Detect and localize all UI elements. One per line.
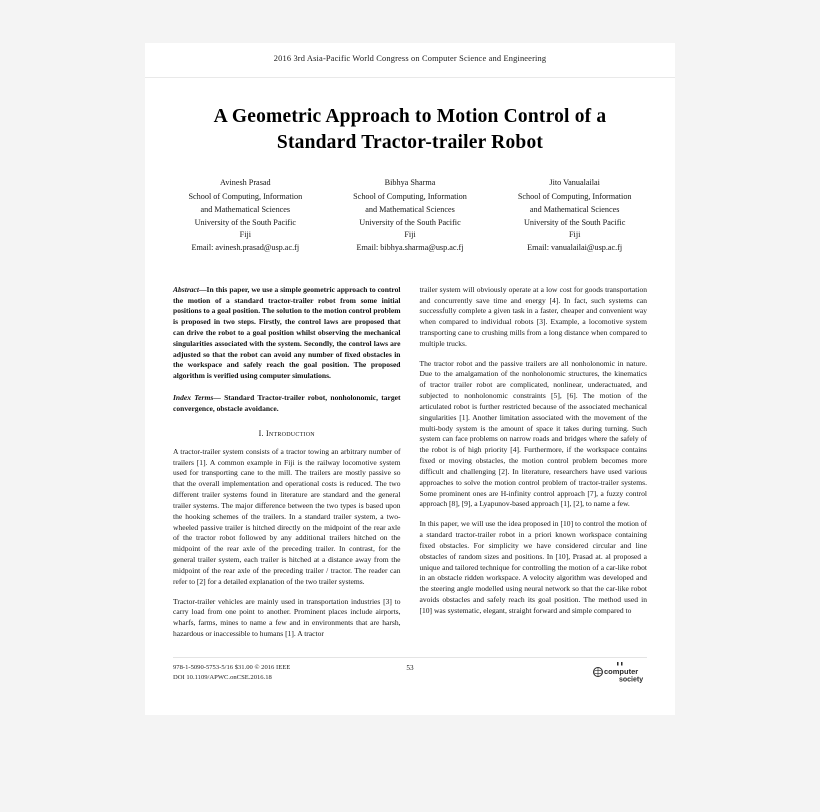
author-email: Email: avinesh.prasad@usp.ac.fj — [191, 242, 300, 252]
author-block — [145, 155, 675, 254]
author-department-line1: School of Computing, Information — [517, 192, 632, 202]
abstract-dash: — — [199, 284, 207, 294]
author-department-line2: and Mathematical Sciences — [200, 204, 291, 214]
body-paragraph: In this paper, we will use the idea proposed in [10] to control the motion of a standard tractor-trailer robot in a priori known workspace containing fixed obstacles. For simplicity we have considered circular and line obstacles of random sizes and positions. In [10], Prasad at. al proposed a unique and tailored technique for controlling the motion of a car-like robot in an obstacle ridden workspace. A velocity algorithm was developed and the steering angle modelled using neural network so that the car-like robot avoids obstacles and safely reach its goal position. The method used in [10] was systematic, elegant, straight forward and simple compared to — [419, 519, 647, 615]
body-paragraph: Tractor-trailer vehicles are mainly used in transportation industries [3] to carry load from one point to another. Prominent places include airports, wharfs, farms, mines to name a few and in environments that are harsh, hazardous or inaccessible to humans [1]. A tractor — [173, 596, 401, 639]
author-name: Jito Vanualailai — [549, 178, 600, 188]
section-heading-introduction: I. Introduction — [258, 428, 315, 438]
index-terms-text: Standard Tractor-trailer robot, nonholonomic, target convergence, obstacle avoidance. — [173, 393, 401, 413]
author-institution: University of the South Pacific — [523, 217, 626, 227]
running-head: 2016 3rd Asia-Pacific World Congress on Computer Science and Engineering — [273, 54, 547, 63]
abstract-text: In this paper, we use a simple geometric approach to control the motion of a standard tractor-trailer robot from some initial positions to a goal position. The solution to the motion control problem is proposed in two steps. Firstly, the control laws are proposed that can drive the robot to a goal position whilst observing the mechanical singularities associated with the system. Secondly, the control laws are adjusted so that the robot can avoid any number of fixed obstacles in the workspace and safely reach the goal position. The proposed algorithm is verified using computer simulations. — [173, 284, 401, 381]
author-department-line1: School of Computing, Information — [188, 192, 303, 202]
copyright-line-1: 978-1-5090-5753-5/16 $31.00 © 2016 IEEE — [173, 663, 291, 671]
body-paragraph: trailer system will obviously operate at a low cost for goods transportation and concurrently save time and energy [4]. In fact, such systems can successfully complete a given task in a faster, cheaper and convenient way when compared to individual robots [3]. Example, a locomotive system transporting cane to crushing mills from a long distance when compared to multiple trucks. — [419, 284, 647, 348]
author-department-line2: and Mathematical Sciences — [529, 204, 620, 214]
two-column-body — [145, 255, 675, 649]
author-country: Fiji — [239, 230, 252, 240]
index-terms-dash: — — [213, 393, 225, 403]
left-column — [173, 285, 401, 649]
author-entry — [492, 177, 657, 254]
abstract-paragraph — [173, 285, 401, 382]
author-entry — [328, 177, 493, 254]
svg-text:society: society — [619, 676, 644, 684]
body-paragraph: The tractor robot and the passive trailers are all nonholonomic in nature. Due to the amalgamation of the nonholonomic structures, the kinematics of tractor trailer robot are complicated, nonlinear, underactuated, and subjected to nonholonomic constraints [5], [6]. The motion of the articulated robot is further restricted because of the associated mechanical singularities [1]. Another limitation associated with the movement of the multi-body system is the amount of space it takes during turning. Such system can face problems on narrow roads and bridges where the safely of the robot is of high priority [4]. Furthermore, if the workspace contains fixed or moving obstacles, the motion control problem becomes more difficult and challenging [2]. In literature, researchers have used various approaches to solve the motion control problem of tractor-trailer systems. Some prominent ones are H-infinity control approach [7], a fuzzy control approach [8], [9], a Lyapunov-based approach [1], [2], to name a few. — [419, 358, 647, 509]
index-terms-label: Index Terms — [173, 393, 214, 403]
author-institution: University of the South Pacific — [194, 217, 297, 227]
author-name: Bibhya Sharma — [384, 178, 436, 188]
author-email: Email: bibhya.sharma@usp.ac.fj — [356, 242, 464, 252]
page-title: A Geometric Approach to Motion Control of a Standard Tractor-trailer Robot — [213, 106, 607, 153]
ieee-computer-society-logo-icon — [591, 659, 653, 685]
title-block — [145, 78, 675, 155]
page-number: 53 — [406, 663, 414, 672]
abstract-label: Abstract — [173, 284, 199, 294]
doi-line: DOI 10.1109/APWC.onCSE.2016.18 — [173, 673, 272, 681]
index-terms-paragraph — [173, 393, 401, 415]
author-name: Avinesh Prasad — [220, 178, 271, 188]
svg-text:computer: computer — [604, 666, 639, 676]
author-country: Fiji — [568, 230, 581, 240]
author-entry — [163, 177, 328, 254]
right-column — [420, 285, 648, 649]
body-paragraph: A tractor-trailer system consists of a tractor towing an arbitrary number of trailers [1]. A common example in Fiji is the railway locomotive system used for transporting cane to the mill. The trailers are mostly passive so that the overall implementation and operational costs is reduced. The two different trailer systems found in literature are standard and the general trailer systems. The major difference between the two types is based upon the hooking schemes of the trailers. In a standard trailer system, a two-wheeled passive trailer is hitched directly on the midpoint of the rear axle of the tractor robot followed by any additional trailers hitched on the midpoint of the rear axle of the preceding trailer. In contrast, for the general trailer system, each trailer is hitched at a distance away from the midpoint of the rear axle of the preceding trailer / tractor. The reader can refer to [2] for a detailed explanation of the two trailer systems. — [173, 446, 401, 586]
author-institution: University of the South Pacific — [359, 217, 461, 227]
author-email: Email: vanualailai@usp.ac.fj — [527, 242, 623, 252]
page-footer — [145, 657, 675, 715]
author-department-line1: School of Computing, Information — [353, 192, 467, 202]
footer-divider — [173, 657, 647, 658]
paper-page-sheet — [145, 43, 675, 715]
author-department-line2: and Mathematical Sciences — [365, 204, 455, 214]
author-country: Fiji — [404, 230, 416, 240]
